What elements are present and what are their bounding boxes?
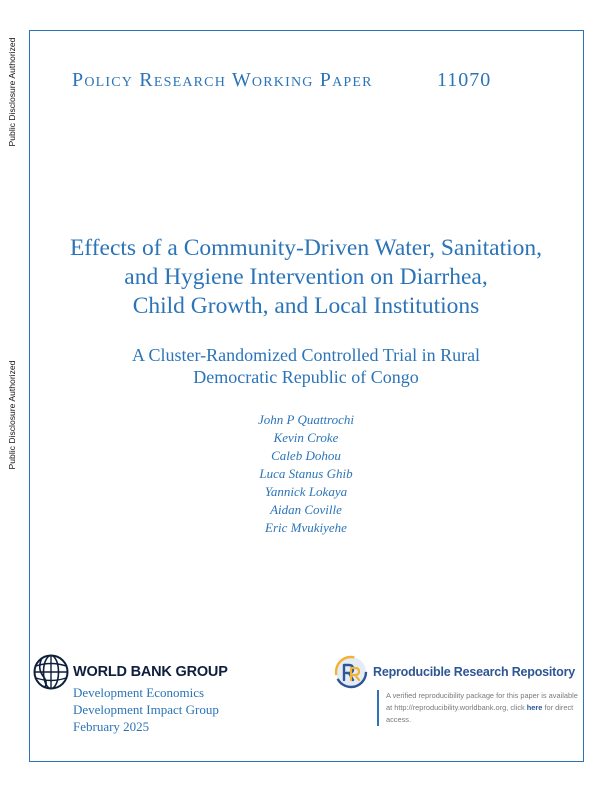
title-line: Child Growth, and Local Institutions bbox=[132, 293, 480, 319]
subtitle-line: Democratic Republic of Congo bbox=[193, 367, 419, 387]
reproducible-research-logo[interactable] bbox=[334, 655, 575, 689]
subtitle-line: A Cluster-Randomized Controlled Trial in Rural bbox=[131, 345, 481, 365]
author-list bbox=[40, 411, 572, 537]
author-name: John P Quattrochi bbox=[257, 412, 355, 427]
author-name: Luca Stanus Ghib bbox=[259, 466, 353, 481]
publication-date: February 2025 bbox=[73, 719, 150, 734]
repository-title: Reproducible Research Repository bbox=[373, 665, 575, 679]
disclosure-label-text: Public Disclosure Authorized bbox=[7, 37, 17, 147]
paper-number: 11070 bbox=[437, 69, 492, 91]
author-name: Kevin Croke bbox=[273, 430, 339, 445]
affiliation-line: Development Impact Group bbox=[73, 702, 219, 717]
repository-note-prefix: click bbox=[510, 703, 525, 712]
repository-note-suffix: for direct access. bbox=[386, 703, 574, 724]
repository-note bbox=[377, 690, 586, 726]
series-name: Policy Research Working Paper bbox=[72, 69, 373, 91]
paper-title bbox=[40, 234, 572, 321]
author-name: Caleb Dohou bbox=[271, 448, 341, 463]
paper-subtitle bbox=[40, 344, 572, 388]
world-bank-globe-icon bbox=[33, 654, 69, 690]
title-line: Effects of a Community-Driven Water, Sanitation, bbox=[69, 235, 543, 261]
author-name: Yannick Lokaya bbox=[264, 484, 348, 499]
repository-link[interactable]: here bbox=[526, 703, 543, 712]
rrr-logo-icon bbox=[334, 655, 368, 689]
title-line: and Hygiene Intervention on Diarrhea, bbox=[124, 264, 488, 290]
cover-frame bbox=[29, 30, 584, 762]
repository-note-text: A verified reproducibility package for this paper is available at http://reproducibility.worldbank.org, bbox=[386, 691, 578, 712]
affiliation-block bbox=[73, 684, 219, 735]
disclosure-label-text: Public Disclosure Authorized bbox=[7, 360, 17, 470]
author-name: Aidan Coville bbox=[270, 502, 342, 517]
logo-wordmark: WORLD BANK GROUP bbox=[73, 664, 228, 680]
affiliation-line: Development Economics bbox=[73, 685, 205, 700]
author-name: Eric Mvukiyehe bbox=[265, 520, 347, 535]
